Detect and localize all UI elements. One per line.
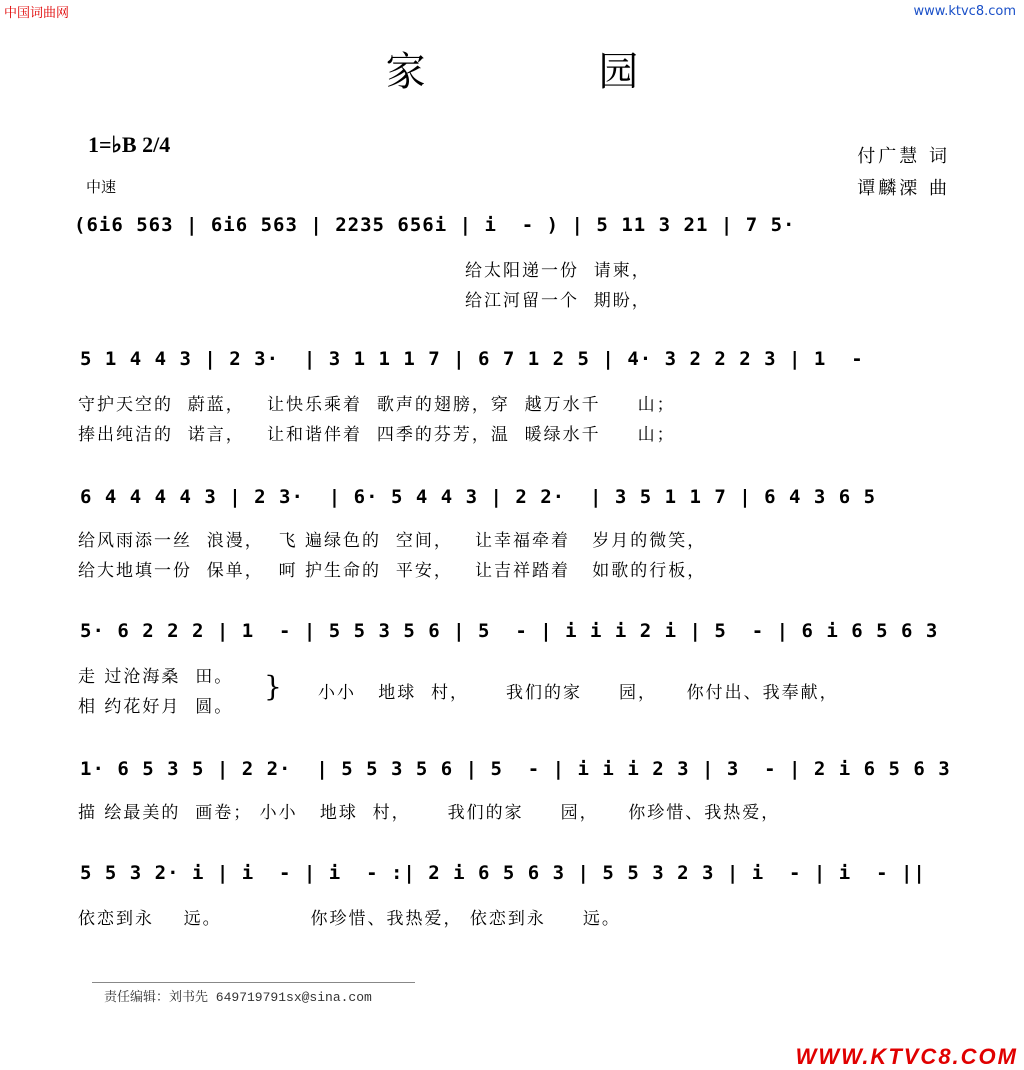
key-signature: 1=♭B 2/4	[88, 132, 171, 157]
lyricist-credit: 付广慧 词	[857, 146, 950, 167]
lyric-line-3-verse-1: 给风雨添一丝 浪漫， 飞 遍绿色的 空间， 让幸福牵着 岁月的微笑，	[78, 531, 707, 551]
lyric-line-2-verse-1: 守护天空的 蔚蓝， 让快乐乘着 歌声的翅膀，穿 越万水千 山；	[78, 395, 676, 415]
lyric-line-1-verse-2: 给江河留一个 期盼，	[80, 291, 651, 311]
footer-rule	[92, 982, 415, 983]
lyric-line-4-verse-1: 走 过沧海桑 田。	[78, 667, 234, 687]
site-watermark: WWW.KTVC8.COM	[795, 1044, 1018, 1069]
score-line-2: 5 1 4 4 3 | 2 3· | 3 1 1 1 7 | 6 7 1 2 5 | 4· 3 2 2 2 3 | 1 -	[80, 348, 864, 370]
verse-brace: }	[264, 670, 282, 703]
song-title: 家 园	[385, 49, 719, 95]
lyric-line-4-chorus: 小小 地球 村， 我们的家 园， 你付出、我奉献，	[318, 683, 839, 703]
score-line-5: 1· 6 5 3 5 | 2 2· | 5 5 3 5 6 | 5 - | i i i 2 3 | 3 - | 2 i 6 5 6 3	[80, 758, 951, 780]
score-line-1: (6i6 563 | 6i6 563 | 2235 656i | i - ) | 5 11 3 21 | 7 5·	[74, 214, 796, 236]
lyric-line-1-verse-1: 给太阳递一份 请柬，	[80, 261, 651, 281]
lyric-line-2-verse-2: 捧出纯洁的 诺言， 让和谐伴着 四季的芬芳，温 暖绿水千 山；	[78, 425, 676, 445]
editor-credit: 责任编辑：刘书先 649719791sx@sina.com	[104, 990, 372, 1005]
lyric-line-5: 描 绘最美的 画卷； 小小 地球 村， 我们的家 园， 你珍惜、我热爱，	[78, 803, 781, 823]
composer-credit: 谭麟溧 曲	[857, 178, 950, 199]
lyric-line-3-verse-2: 给大地填一份 保单， 呵 护生命的 平安， 让吉祥踏着 如歌的行板，	[78, 561, 707, 581]
score-line-3: 6 4 4 4 4 3 | 2 3· | 6· 5 4 4 3 | 2 2· | 3 5 1 1 7 | 6 4 3 6 5	[80, 486, 877, 508]
tempo-marking: 中速	[86, 178, 117, 196]
lyric-line-4-verse-2: 相 约花好月 圆。	[78, 697, 234, 717]
score-line-6: 5 5 3 2· i | i - | i - :| 2 i 6 5 6 3 | 5 5 3 2 3 | i - | i - ||	[80, 862, 926, 884]
lyric-line-6: 依恋到永 远。 你珍惜、我热爱， 依恋到永 远。	[78, 909, 621, 929]
site-url-right[interactable]: www.ktvc8.com	[913, 4, 1016, 19]
score-line-4: 5· 6 2 2 2 | 1 - | 5 5 3 5 6 | 5 - | i i i 2 i | 5 - | 6 i 6 5 6 3	[80, 620, 939, 642]
site-logo-left[interactable]: 中国词曲网	[4, 6, 70, 21]
